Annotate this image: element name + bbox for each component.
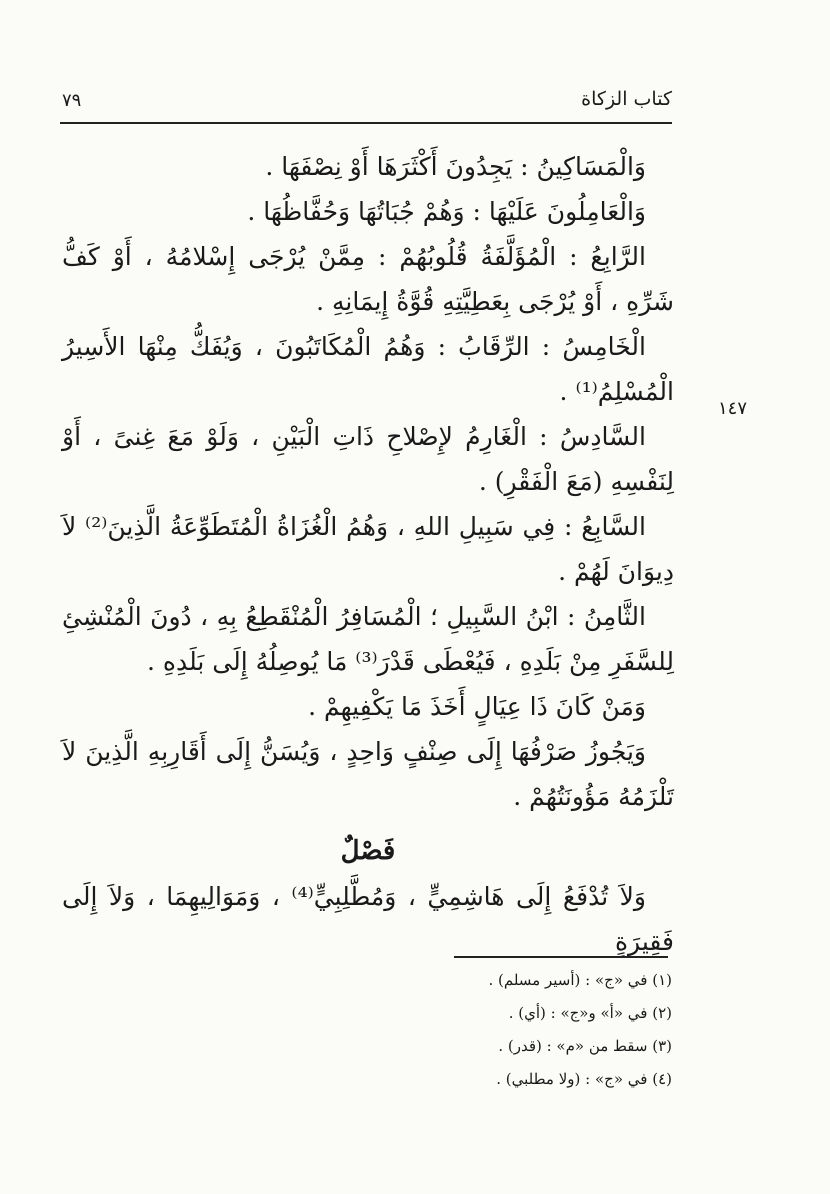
paragraph-family: وَمَنْ كَانَ ذَا عِيَالٍ أَخَذَ مَا يَكْفِيهِمْ . bbox=[308, 692, 646, 721]
footnote-2: (٢) في «أ» و«ج» : (أي) . bbox=[508, 1004, 672, 1022]
paragraph-seventh: السَّابِعُ : فِي سَبِيلِ اللهِ ، وَهُمُ الْغُزَاةُ الْمُتَطَوِّعَةُ الَّذِينَ⁽²⁾ لاَ دِيوَانَ لَهُمْ . bbox=[62, 512, 674, 586]
running-title: كتاب الزكاة bbox=[581, 88, 672, 110]
footnote-3: (٣) سقط من «م» : (قدر) . bbox=[498, 1037, 672, 1055]
page-number: ٧٩ bbox=[62, 90, 82, 111]
footnote-4: (٤) في «ج» : (ولا مطلبي) . bbox=[496, 1070, 672, 1088]
paragraph-fourth: الرَّابِعُ : الْمُؤَلَّفَةُ قُلُوبُهُمْ : مِمَّنْ يُرْجَى إِسْلامُهُ ، أَوْ كَفُّ شَرِّهِ ، أَوْ يُرْجَى بِعَطِيَّتِهِ قُوَّةُ إِيمَانِهِ . bbox=[62, 242, 674, 316]
paragraph-sixth: السَّادِسُ : الْغَارِمُ لإِصْلاحِ ذَاتِ الْبَيْنِ ، وَلَوْ مَعَ غِنىً ، أَوْ لِنَفْسِهِ (مَعَ الْفَقْرِ) . bbox=[62, 422, 674, 496]
paragraph-eighth: الثَّامِنُ : ابْنُ السَّبِيلِ ؛ الْمُسَافِرُ الْمُنْقَطِعُ بِهِ ، دُونَ الْمُنْشِئِ لِلسَّفَرِ مِنْ بَلَدِهِ ، فَيُعْطَى قَدْرَ⁽³⁾ مَا يُوصِلُهُ إِلَى بَلَدِهِ . bbox=[62, 602, 674, 676]
page-header bbox=[60, 84, 672, 124]
section-title: فَصْلٌ bbox=[340, 836, 396, 866]
paragraph-fifth: الْخَامِسُ : الرِّقَابُ : وَهُمُ الْمُكَاتَبُونَ ، وَيُفَكُّ مِنْهَا الأَسِيرُ الْمُسْلِمُ⁽¹⁾ . bbox=[62, 332, 674, 406]
footnote-1: (١) في «ج» : (أسير مسلم) . bbox=[488, 971, 672, 989]
main-text bbox=[62, 144, 674, 964]
paragraph-amilun: وَالْعَامِلُونَ عَلَيْهَا : وَهُمْ جُبَاتُهَا وَحُفَّاظُهَا . bbox=[247, 197, 646, 226]
paragraph-masakin: وَالْمَسَاكِينُ : يَجِدُونَ أَكْثَرَهَا أَوْ نِصْفَهَا . bbox=[265, 152, 646, 181]
margin-number: ١٤٧ bbox=[718, 398, 748, 419]
footnote-divider bbox=[454, 956, 668, 958]
footnotes bbox=[300, 964, 672, 1096]
paragraph-one-category: وَيَجُوزُ صَرْفُهَا إِلَى صِنْفٍ وَاحِدٍ ، وَيُسَنُّ إِلَى أَقَارِبِهِ الَّذِينَ لاَ تَلْزَمُهُ مَؤُونَتُهُمْ . bbox=[62, 737, 674, 811]
section-paragraph: وَلاَ تُدْفَعُ إِلَى هَاشِمِيٍّ ، وَمُطَّلِبِيٍّ⁽⁴⁾ ، وَمَوَالِيهِمَا ، وَلاَ إِلَى فَقِيرَةٍ bbox=[62, 882, 674, 956]
